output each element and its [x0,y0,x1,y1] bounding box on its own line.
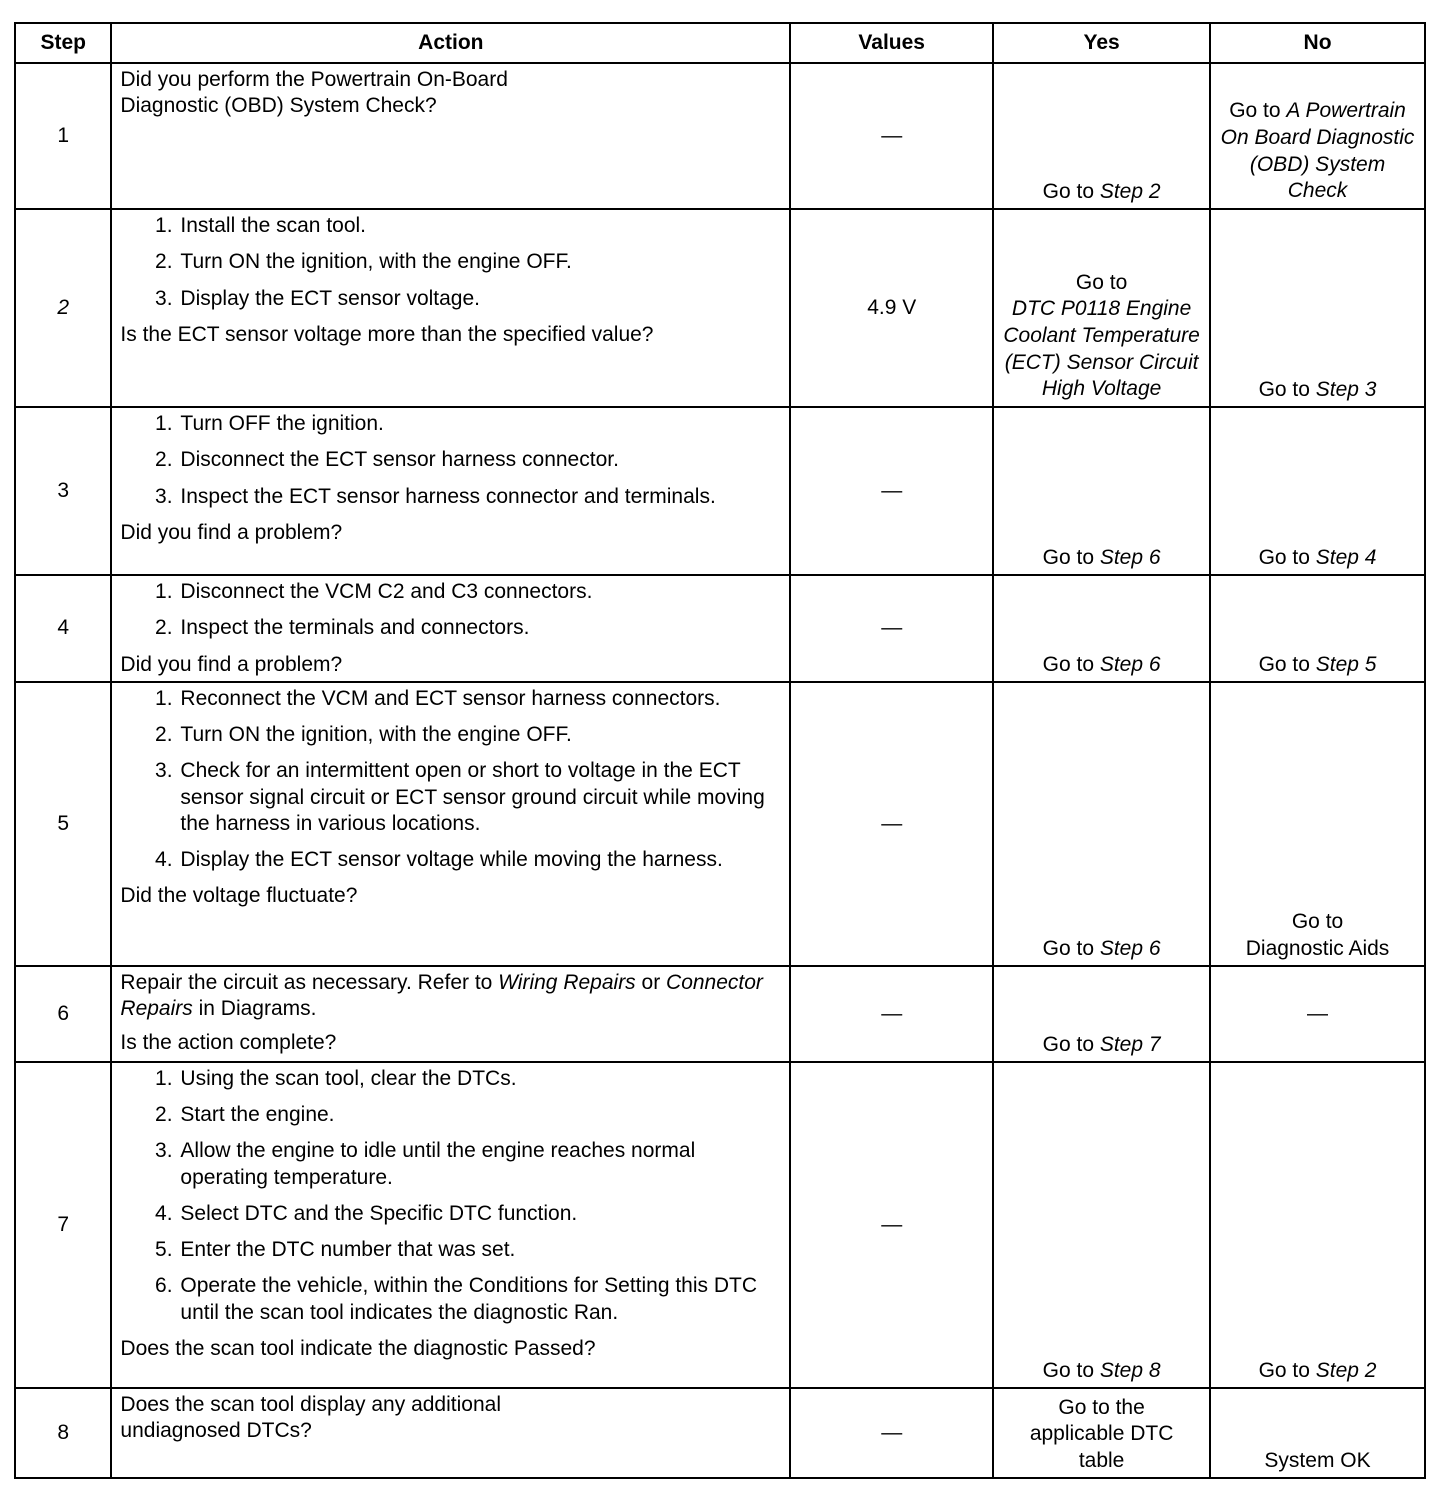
yes-cell [993,209,1210,407]
action-list [120,411,781,510]
yes-prefix: Go to [1042,652,1100,676]
no-ref: Step 2 [1315,1358,1377,1382]
text-part: in Diagrams. [192,997,317,1020]
yes-ref: Step 6 [1099,545,1161,569]
action-item: 1. Install the scan tool. [178,213,781,239]
action-item: 3. Check for an intermittent open or short to voltage in the ECT sensor signal circuit or ECT sensor ground circuit while moving the harness in various locations. [178,758,781,837]
text-part: Repair the circuit as necessary. Refer to [120,970,499,994]
value-cell: — [790,407,993,575]
no-cell [1210,209,1425,407]
no-cell [1210,1062,1425,1388]
no-ref: Step 5 [1315,652,1377,676]
header-action: Action [111,23,790,63]
yes-cell [993,1062,1210,1388]
table-row [15,1388,1425,1478]
step-number: 8 [15,1388,111,1478]
header-no: No [1210,23,1425,63]
yes-prefix: Go to [1075,270,1128,294]
yes-ref: Step 6 [1099,936,1161,960]
action-item: 6. Operate the vehicle, within the Conditions for Setting this DTC until the scan tool indicates the diagnostic Ran. [178,1273,770,1326]
action-question: Did you find a problem? [120,520,343,544]
yes-prefix: Go to [1042,179,1100,203]
yes-cell [993,966,1210,1062]
yes-ref: Step 2 [1099,179,1161,203]
yes-cell [993,575,1210,682]
no-cell [1210,63,1425,209]
value-cell: — [790,966,993,1062]
table-row [15,209,1425,407]
action-item: 4. Select DTC and the Specific DTC function. [178,1201,781,1227]
action-item: 2. Start the engine. [178,1102,781,1128]
action-item: 2. Turn ON the ignition, with the engine OFF. [178,722,781,748]
step-number: 1 [15,63,111,209]
yes-prefix: Go to [1042,936,1100,960]
no-prefix: Go to [1229,99,1287,123]
header-step: Step [15,23,111,63]
yes-ref: Step 7 [1099,1032,1161,1056]
no-prefix: Go to [1258,1358,1316,1382]
action-list [120,686,781,874]
action-item: 1. Disconnect the VCM C2 and C3 connectors. [178,579,781,605]
step-number: 3 [15,407,111,575]
no-ref: Step 3 [1315,377,1377,401]
action-cell [111,1388,790,1478]
step-number: 4 [15,575,111,682]
action-item: 4. Display the ECT sensor voltage while moving the harness. [178,847,740,873]
action-question: Is the ECT sensor voltage more than the specified value? [120,322,654,346]
header-row [15,23,1425,63]
action-cell [111,407,790,575]
yes-ref: Step 8 [1099,1358,1161,1382]
yes-cell [993,63,1210,209]
table-row [15,407,1425,575]
text-part: or [635,970,667,994]
yes-prefix: Go to [1042,545,1100,569]
action-question: Did you perform the Powertrain On-Board Diagnostic (OBD) System Check? [120,68,508,118]
yes-ref: DTC P0118 Engine Coolant Temperature (ECT) Sensor Circuit High Voltage [1003,297,1200,401]
header-values: Values [790,23,993,63]
action-item: 1. Using the scan tool, clear the DTCs. [178,1066,781,1092]
no-prefix: Go to [1258,377,1316,401]
ref-connector-repairs: Connector Repairs [120,970,763,1020]
action-question: Does the scan tool indicate the diagnostic Passed? [120,1336,596,1360]
action-text [120,970,781,1023]
action-question: Does the scan tool display any additional undiagnosed DTCs? [120,1392,501,1442]
no-line: Go to [1291,910,1344,934]
yes-cell [993,682,1210,966]
action-item: 1. Reconnect the VCM and ECT sensor harness connectors. [178,686,740,712]
action-item: 2. Inspect the terminals and connectors. [178,615,781,641]
action-list [120,579,781,642]
no-cell [1210,682,1425,966]
action-item: 3. Inspect the ECT sensor harness connector and terminals. [178,484,740,510]
action-item: 2. Disconnect the ECT sensor harness connector. [178,447,781,473]
yes-cell: Go to the applicable DTC table [993,1388,1210,1478]
action-question: Did you find a problem? [120,652,343,676]
step-number: 5 [15,682,111,966]
action-cell [111,575,790,682]
step-number: 6 [15,966,111,1062]
diagnostic-table [14,22,1426,1479]
no-prefix: Go to [1258,545,1316,569]
no-cell: System OK [1210,1388,1425,1478]
table-row [15,682,1425,966]
action-item: 3. Display the ECT sensor voltage. [178,286,781,312]
action-cell [111,1062,790,1388]
yes-prefix: Go to [1042,1358,1100,1382]
table-row [15,575,1425,682]
no-prefix: Go to [1258,652,1316,676]
action-question: Did the voltage fluctuate? [120,884,358,908]
action-list [120,213,781,312]
value-cell: 4.9 V [790,209,993,407]
yes-prefix: Go to [1042,1032,1100,1056]
action-item: 5. Enter the DTC number that was set. [178,1237,781,1263]
action-item: 1. Turn OFF the ignition. [178,411,781,437]
no-cell [1210,407,1425,575]
yes-ref: Step 6 [1099,652,1161,676]
action-cell [111,63,790,209]
value-cell: — [790,575,993,682]
no-line: Diagnostic Aids [1245,936,1390,960]
no-cell [1210,575,1425,682]
value-cell: — [790,1388,993,1478]
no-ref: Step 4 [1315,545,1377,569]
step-number: 2 [15,209,111,407]
ref-wiring-repairs: Wiring Repairs [498,970,636,994]
action-cell [111,682,790,966]
yes-cell [993,407,1210,575]
action-item: 3. Allow the engine to idle until the engine reaches normal operating temperature. [178,1138,740,1191]
step-number: 7 [15,1062,111,1388]
action-cell [111,966,790,1062]
value-cell: — [790,682,993,966]
value-cell: — [790,1062,993,1388]
no-ref: A Powertrain On Board Diagnostic (OBD) System Check [1220,99,1415,203]
action-list [120,1066,781,1326]
action-item: 2. Turn ON the ignition, with the engine OFF. [178,249,781,275]
header-yes: Yes [993,23,1210,63]
action-question: Is the action complete? [120,1031,337,1055]
table-row [15,966,1425,1062]
no-cell: — [1210,966,1425,1062]
table-row [15,63,1425,209]
action-cell [111,209,790,407]
value-cell: — [790,63,993,209]
table-row [15,1062,1425,1388]
